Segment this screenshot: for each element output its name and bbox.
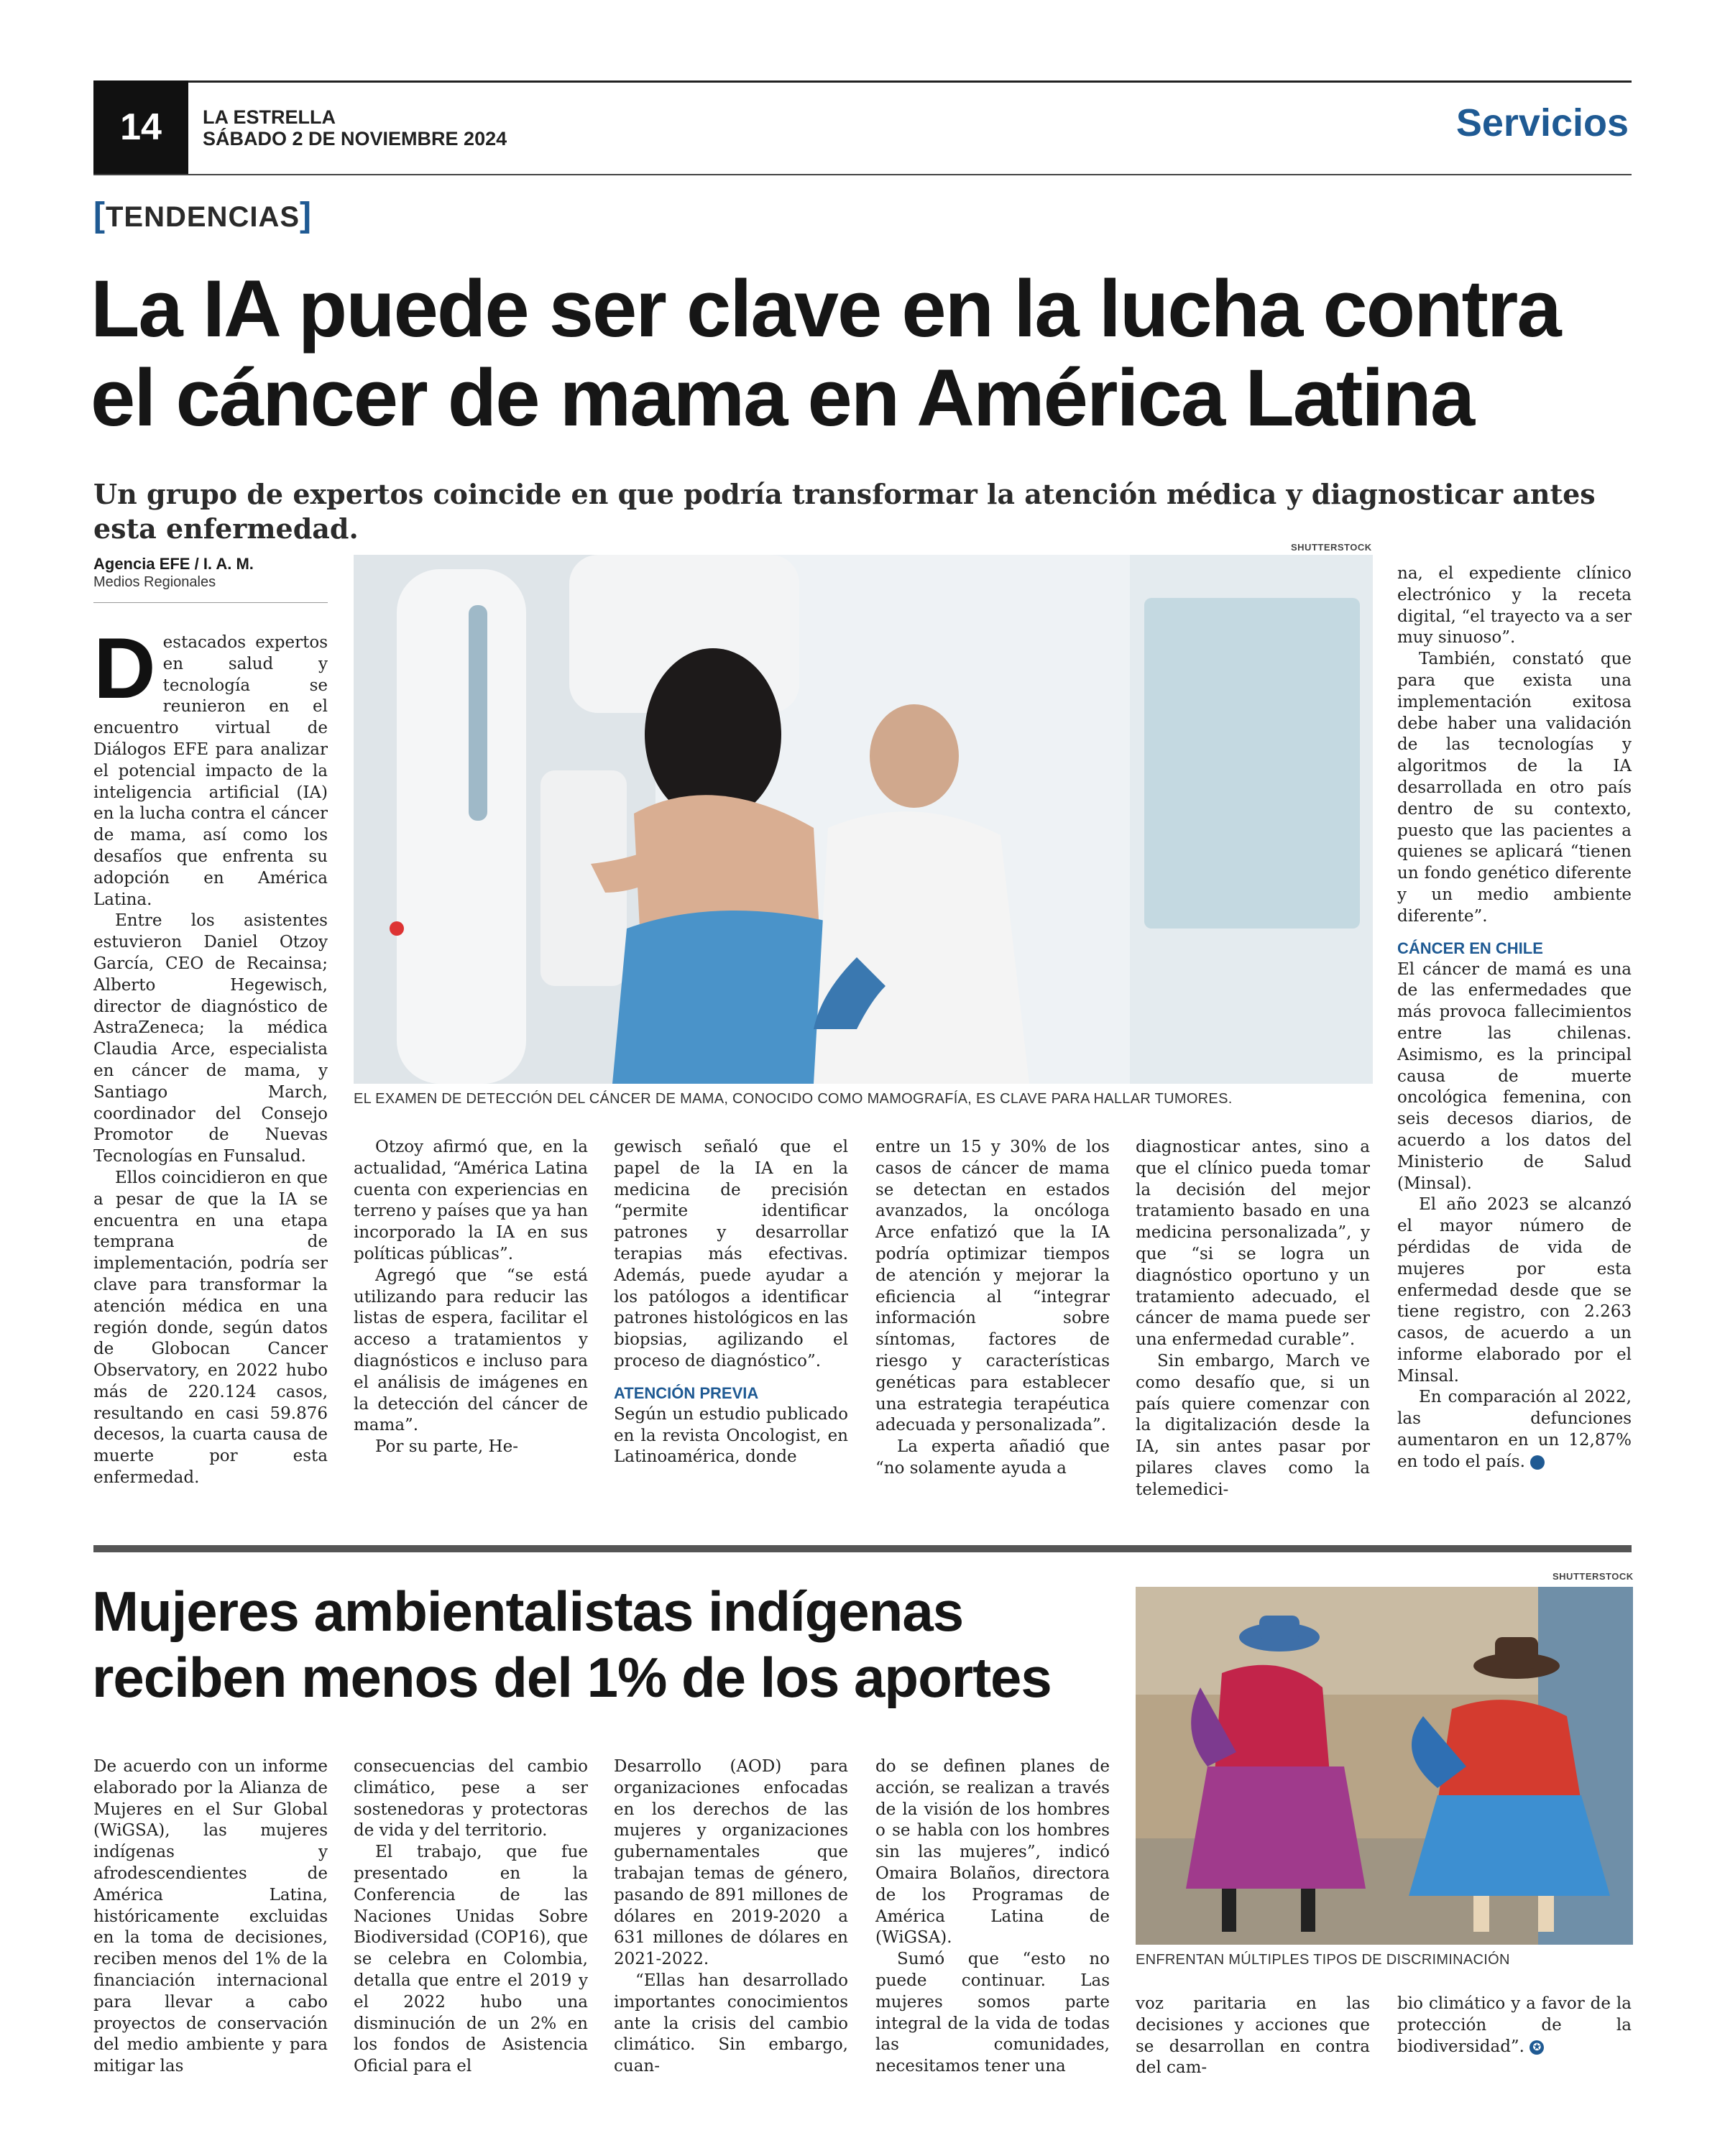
- mammography-photo: [354, 555, 1373, 1084]
- publication-date: SÁBADO 2 DE NOVIEMBRE 2024: [203, 128, 507, 149]
- main-headline: [91, 264, 1643, 443]
- byline-rule: [93, 602, 328, 603]
- paragraph: De acuerdo con un informe elaborado por la Alianza de Mujeres en el Sur Global (WiGSA), las mujeres indígenas y afrodescendientes de América Latina, históricamente excluidas en la toma de decisiones, reciben menos del 1% de la financiación internacional para llevar a cabo proyectos de conservación del medio ambiente y para mitigar las: [93, 1757, 328, 2076]
- paragraph: do se definen planes de acción, se realizan a través de la visión de los hombres o se habla con los hombres sin las mujeres”, indicó Omaira Bolaños, directora de los Programas de América Latina de (WiGSA).: [875, 1757, 1110, 1948]
- story2-photo-credit: SHUTTERSTOCK: [1552, 1571, 1634, 1582]
- paragraph: También, constató que para que exista una implementación exitosa debe haber una validación de las tecnologías y algoritmos de la IA desarrollada en otro país dentro de su contexto, puesto que las pacientes a quienes se aplicará “tienen un fondo genético diferente y un medio ambiente diferente”.: [1397, 650, 1632, 926]
- subhead-cancer-en-chile: CÁNCER EN CHILE: [1397, 939, 1543, 957]
- story2-column-5: [1136, 1994, 1370, 2079]
- story2-headline: [92, 1578, 1141, 1710]
- headline-line-1: La IA puede ser clave en la lucha contra: [91, 264, 1560, 354]
- paragraph: Por su parte, He-: [375, 1437, 518, 1457]
- paragraph: diagnosticar antes, sino a que el clínico pueda tomar la decisión del mejor tratamiento basado en una medicina personalizada”, y que “si se logra un diagnóstico oportuno y un tratamiento adecuado, el cáncer de mama puede ser una enfermedad curable”.: [1136, 1138, 1370, 1350]
- byline-affiliation: Medios Regionales: [93, 574, 216, 590]
- header-rule: [93, 174, 1632, 175]
- indigenous-women-photo: [1136, 1587, 1633, 1945]
- kicker-text: TENDENCIAS: [105, 201, 300, 233]
- paragraph: gewisch señaló que el papel de la IA en la medicina de precisión “permite identificar patrones y desarrollar terapias más efectivas. Además, puede ayudar a los patólogos a identificar patrones histológicos en las biopsias, agilizando el proceso de diagnóstico”.: [614, 1138, 848, 1370]
- paragraph: Sin embargo, March ve como desafío que, si un país quiere comenzar con la digitalización desde la IA, sin antes pasar por pilares claves como la telemedici-: [1136, 1351, 1370, 1499]
- story2-photo-caption: ENFRENTAN MÚLTIPLES TIPOS DE DISCRIMINACIÓN: [1136, 1952, 1510, 1968]
- end-mark-icon: ✪: [1530, 1455, 1545, 1470]
- section-label: Servicios: [1455, 101, 1629, 144]
- subhead-atencion-previa: ATENCIÓN PREVIA: [614, 1383, 759, 1402]
- paragraph: Según un estudio publicado en la revista Oncologist, en Latinoamérica, donde: [614, 1404, 848, 1467]
- headline-line-2: el cáncer de mama en América Latina: [91, 353, 1474, 443]
- story2-column-4: [875, 1756, 1110, 2078]
- story2-column-6: [1397, 1994, 1632, 2058]
- paragraph: Sumó que “esto no puede continuar. Las mujeres somos parte integral de la vida de todas las comunidades, necesitamos tener una: [875, 1950, 1110, 2076]
- byline: [93, 555, 328, 591]
- story1-column-4: [875, 1137, 1110, 1480]
- paragraph: consecuencias del cambio climático, pese a ser sostenedoras y protectoras de vida y del territorio.: [354, 1757, 588, 1841]
- story2-headline-line-2: reciben menos del 1% de los aportes: [92, 1646, 1052, 1709]
- story2-column-2: [354, 1756, 588, 2078]
- paragraph-text: estacados expertos en salud y tecnología se reunieron en el encuentro virtual de Diálogos EFE para analizar el potencial impacto de la inteligencia artificial (IA) en la lucha contra el cáncer de mama, así como los desafíos que enfrenta su adopción en América Latina.: [93, 633, 328, 909]
- story1-column-6: [1397, 563, 1632, 1473]
- top-rule: [93, 80, 1632, 83]
- deck: Un grupo de expertos coincide en que podría transformar la atención médica y diagnosticar antes esta enfermedad.: [93, 478, 1596, 545]
- photo-credit: SHUTTERSTOCK: [1291, 542, 1372, 553]
- kicker-bracket-right: ]: [300, 196, 312, 234]
- publication-name: LA ESTRELLA: [203, 106, 336, 128]
- paragraph: [1397, 1994, 1632, 2058]
- story-separator: [93, 1545, 1632, 1552]
- paragraph: Desarrollo (AOD) para organizaciones enfocadas en los derechos de las mujeres y organizaciones gubernamentales que trabajan temas de género, pasando de 891 millones de dólares en 2019-2020 a 631 millones de dólares en 2021-2022.: [614, 1757, 848, 1969]
- paragraph: Agregó que “se está utilizando para reducir las listas de espera, facilitar el acceso a tratamientos y diagnósticos e incluso para el análisis de imágenes en la detección del cáncer de mama”.: [354, 1266, 588, 1435]
- story1-column-5: [1136, 1137, 1370, 1501]
- story2-headline-line-1: Mujeres ambientalistas indígenas: [92, 1580, 964, 1643]
- byline-author: Agencia EFE / I. A. M.: [93, 555, 254, 573]
- paragraph: El año 2023 se alcanzó el mayor número de pérdidas de vida de mujeres por esta enfermedad desde que se tiene registro, con 2.263 casos, de acuerdo a un informe elaborado por el Minsal.: [1397, 1195, 1632, 1386]
- photo-caption: EL EXAMEN DE DETECCIÓN DEL CÁNCER DE MAMA, CONOCIDO COMO MAMOGRAFÍA, ES CLAVE PARA HALLAR TUMORES.: [354, 1091, 1233, 1107]
- drop-cap: D: [93, 620, 156, 717]
- paragraph: voz paritaria en las decisiones y acciones que se desarrollan en contra del cam-: [1136, 1994, 1370, 2078]
- story1-column-2: [354, 1137, 588, 1458]
- paragraph: na, el expediente clínico electrónico y la receta digital, “el trayecto va a ser muy sinuoso”.: [1397, 564, 1632, 648]
- paragraph-text: En comparación al 2022, las defunciones aumentaron en un 12,87% en todo el país.: [1397, 1388, 1632, 1471]
- paragraph: [1397, 1387, 1632, 1473]
- paragraph: entre un 15 y 30% de los casos de cáncer de mama se detectan en estados avanzados, la oncóloga Arce enfatizó que la IA podría optimizar tiempos de atención y mejorar la eficiencia al “integrar información sobre síntomas, factores de riesgo y características genéticas para establecer una estrategia terapéutica adecuada y personalizada”.: [875, 1138, 1110, 1435]
- story1-column-1: [93, 620, 328, 1489]
- kicker-bracket-left: [: [93, 196, 106, 234]
- story2-column-1: [93, 1756, 328, 2078]
- paragraph: “Ellas han desarrollado importantes conocimientos ante la crisis del cambio climático. Sin embargo, cuan-: [614, 1971, 848, 2076]
- paragraph: [93, 620, 328, 911]
- mammography-illustration: [354, 555, 1373, 1084]
- paragraph-text: bio climático y a favor de la protección de la biodiversidad”.: [1397, 1994, 1632, 2056]
- story2-column-3: [614, 1756, 848, 2078]
- paragraph: Entre los asistentes estuvieron Daniel Otzoy García, CEO de Recainsa; Alberto Hegewisch, director de diagnóstico de AstraZeneca; la médica Claudia Arce, especialista en cáncer de mama, y Santiago March, coordinador del Consejo Promotor de Nuevas Tecnologías en Funsalud.: [93, 911, 328, 1166]
- kicker: [93, 195, 312, 235]
- page-number: 14: [93, 80, 188, 174]
- story1-column-3: [614, 1137, 848, 1468]
- indigenous-women-illustration: [1136, 1587, 1633, 1945]
- paragraph: El trabajo, que fue presentado en la Conferencia de las Naciones Unidas Sobre Biodiversidad (COP16), que se celebra en Colombia, detalla que entre el 2019 y el 2022 hubo una disminución de un 2% en los fondos de Asistencia Oficial para el: [354, 1843, 588, 2076]
- end-mark-icon: ✪: [1530, 2040, 1544, 2055]
- paragraph: El cáncer de mamá es una de las enfermedades que más provoca fallecimientos entre las chilenas. Asimismo, es la principal causa de muerte oncológica femenina, con seis decesos diarios, de acuerdo a los datos del Ministerio de Salud (Minsal).: [1397, 959, 1632, 1193]
- paragraph: Otzoy afirmó que, en la actualidad, “América Latina cuenta con experiencias en terreno y países que ya han incorporado la IA en sus políticas públicas”.: [354, 1138, 588, 1263]
- paragraph: Ellos coincidieron en que a pesar de que la IA se encuentra en una etapa temprana de implementación, podría ser clave para transformar la atención médica en una región donde, según datos de Globocan Cancer Observatory, en 2022 hubo más de 220.124 casos, resultando en casi 59.876 decesos, la cuarta causa de muerte por esta enfermedad.: [93, 1168, 328, 1488]
- publication-block: [203, 106, 507, 149]
- paragraph: La experta añadió que “no solamente ayuda a: [875, 1437, 1110, 1478]
